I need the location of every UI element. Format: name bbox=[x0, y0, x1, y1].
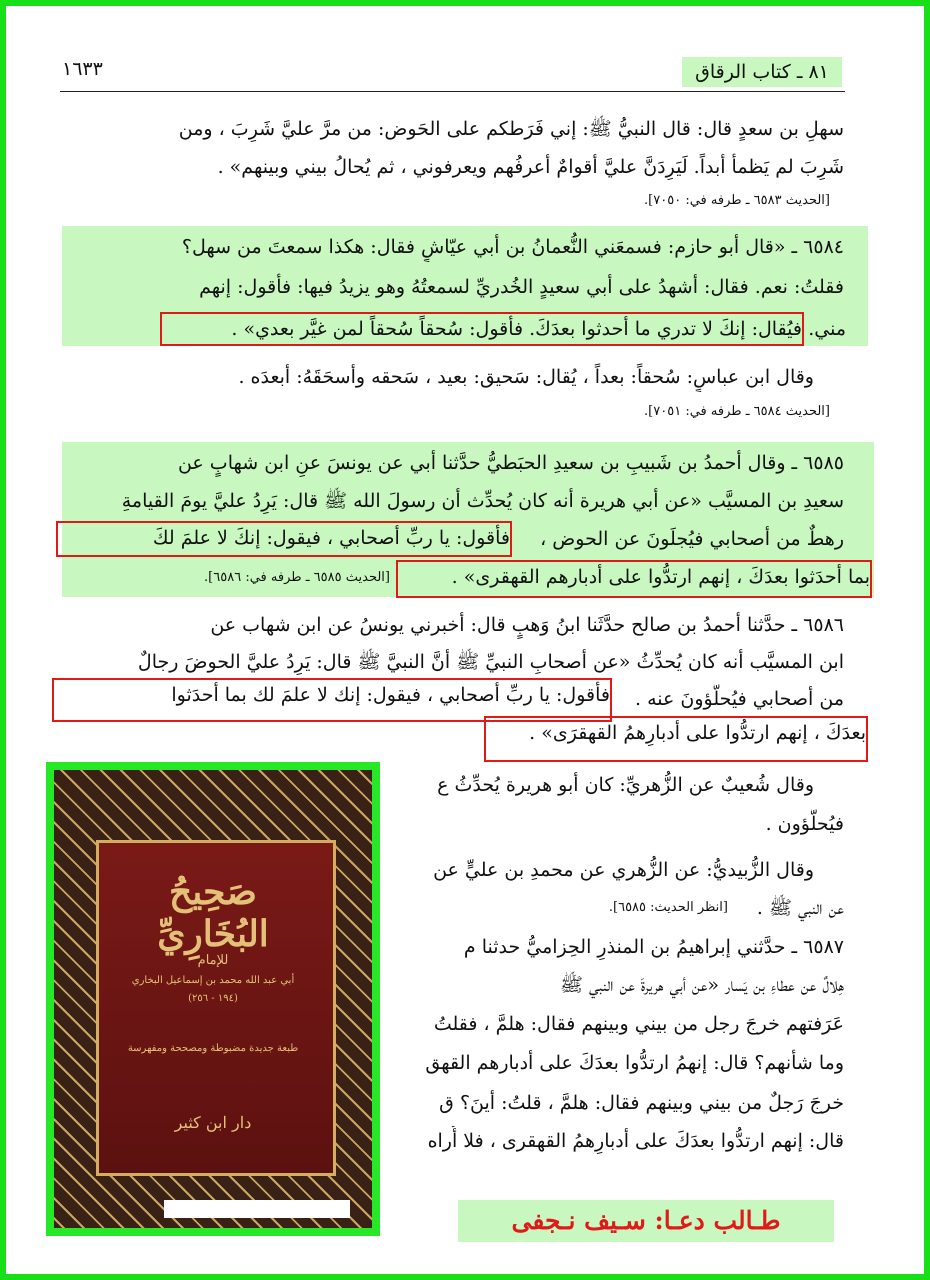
book-author: أبي عبد الله محمد بن إسماعيل البخاري bbox=[131, 975, 295, 986]
text-line: من أصحابي فيُحلَّؤونَ عنه . bbox=[635, 688, 844, 710]
boxed-phrase: فيُقال: إنكَ لا تدري ما أحدثوا بعدَكَ. فأقول: سُحقاً سُحقاً لمن غيَّر بعدي» . bbox=[160, 312, 804, 346]
boxed-phrase: فأقول: يا ربِّ أصحابي ، فيقول: إنك لا علمَ لك بما أحدَثوا bbox=[52, 678, 612, 722]
text-line: رهطٌ من أصحابي فيُجلَونَ عن الحوض ، bbox=[540, 528, 844, 550]
text-line: وقال ابن عباسٍ: سُحقاً: بعداً ، يُقال: سَحيق: بعيد ، سَحقه وأسحَقَهُ: أبعدَه . bbox=[238, 366, 814, 388]
text-line: ٦٥٨٧ ـ حدَّثني إبراهيمُ بن المنذرِ الحِزاميُّ حدثنا م bbox=[463, 936, 844, 958]
text-line: خرجَ رَجلٌ من بيني وبينهم فقال: هلمَّ ، قلتُ: أينَ؟ ق bbox=[439, 1092, 844, 1114]
text-line: ٦٥٨٤ ـ «قال أبو حازم: فسمعَني النُّعمانُ بن أبي عيّاشٍ فقال: هكذا سمعتَ من سهل؟ bbox=[181, 236, 844, 258]
book-ornament bbox=[54, 770, 372, 1228]
page-number: ١٦٣٣ bbox=[62, 58, 103, 80]
text-line: ٦٥٨٦ ـ حدَّثنا أحمدُ بن صالح حدَّثَنا ابنُ وَهبٍ قال: أخبرني يونسُ عن ابن شهاب عن bbox=[210, 614, 844, 636]
boxed-phrase: بعدَكَ ، إنهم ارتدُّوا على أدبارِهمُ القهقرَى» . bbox=[484, 716, 868, 762]
white-strip bbox=[164, 1200, 350, 1218]
text-line: سهلِ بن سعدٍ قال: قال النبيُّ ﷺ: إني فَرَطكم على الحَوض: من مرَّ عليَّ شَرِبَ ، ومن bbox=[178, 118, 844, 140]
hadith-reference: [الحديث ٦٥٨٤ ـ طرفه في: ٧٠٥١]. bbox=[644, 404, 830, 419]
header-rule bbox=[60, 91, 845, 92]
text-line: فقلتُ: نعم. فقال: أشهدُ على أبي سعيدٍ الخُدريِّ لسمعتُهُ وهو يزيدُ فيها: فأقول: إنهم bbox=[199, 276, 844, 298]
boxed-phrase: بما أحدَثوا بعدَكَ ، إنهم ارتدُّوا على أدبارهم القهقرى» . bbox=[396, 560, 872, 598]
book-edition: طبعة جديدة مضبوطة ومصححة ومفهرسة bbox=[127, 1043, 299, 1054]
hadith-reference: [الحديث ٦٥٨٥ ـ طرفه في: ٦٥٨٦]. bbox=[204, 570, 390, 585]
text-line: عَرَفتهم خرجَ رجل من بيني وبينهم فقال: هلمَّ ، فقلتُ bbox=[433, 1013, 844, 1035]
chapter-title: ٨١ ـ كتاب الرقاق bbox=[682, 57, 842, 87]
text-line: هِلالٌ عن عطاءِ بن يَسار «عن أبي هريرةَ عن النبي ﷺ bbox=[559, 974, 844, 996]
text-line: شَرِبَ لم يَظمأْ أبداً. لَيَرِدَنَّ عليَّ أقوامٌ أعرفُهم ويعرفوني ، ثم يُحالُ بيني وبينهم» . bbox=[217, 156, 844, 178]
boxed-phrase: فأقول: يا ربِّ أصحابي ، فيقول: إنكَ لا علمَ لكَ bbox=[56, 521, 512, 557]
book-for-label: للإمام bbox=[197, 953, 229, 968]
book-title: صَحِيحُ البُخَارِيِّ bbox=[157, 871, 269, 955]
book-title-panel bbox=[96, 840, 336, 1176]
text-line: وقال شُعيبٌ عن الزُّهريِّ: كان أبو هريرة يُحدِّثُ ع bbox=[437, 774, 814, 796]
text-line: سعيدِ بن المسيَّب «عن أبي هريرة أنه كان يُحدِّث أن رسولَ الله ﷺ قال: يَرِدُ عليَّ يومَ القيامةِ bbox=[121, 490, 844, 512]
text-line: ابن المسيَّب أنه كان يُحدِّثُ «عن أصحابِ النبيِّ ﷺ أنَّ النبيَّ ﷺ قال: يَرِدُ عليَّ الحوضَ رجالٌ bbox=[137, 651, 844, 673]
text-line: فيُحلَّؤون . bbox=[765, 813, 844, 835]
book-publisher: دار ابن كثير bbox=[174, 1113, 252, 1132]
book-years: (١٩٤ - ٢٥٦) bbox=[188, 993, 238, 1004]
text-line: عن النبي ﷺ . bbox=[756, 897, 844, 919]
text-line: مني. bbox=[808, 318, 846, 340]
text-line: ٦٥٨٥ ـ وقال أحمدُ بن شَبيبِ بن سعيدِ الحبَطيُّ حدَّثنا أبي عن يونسَ عنِ ابن شهابٍ عن bbox=[177, 452, 844, 474]
text-line: وما شأنهم؟ قال: إنهمُ ارتدُّوا بعدَكَ على أدبارهم القهق bbox=[425, 1052, 844, 1074]
hadith-reference: [انظر الحديث: ٦٥٨٥]. bbox=[608, 900, 728, 915]
credit-label: طـالب دعـا: سـيف نـجفى bbox=[458, 1200, 834, 1242]
text-line: وقال الزُّبيديُّ: عن الزُّهري عن محمدِ بن عليٍّ عن bbox=[433, 859, 814, 881]
text-line: قال: إنهم ارتدُّوا بعدَكَ على أدبارِهمُ القهقرى ، فلا أُراه bbox=[427, 1130, 844, 1152]
hadith-reference: [الحديث ٦٥٨٣ ـ طرفه في: ٧٠٥٠]. bbox=[644, 193, 830, 208]
book-cover-image bbox=[46, 762, 380, 1236]
